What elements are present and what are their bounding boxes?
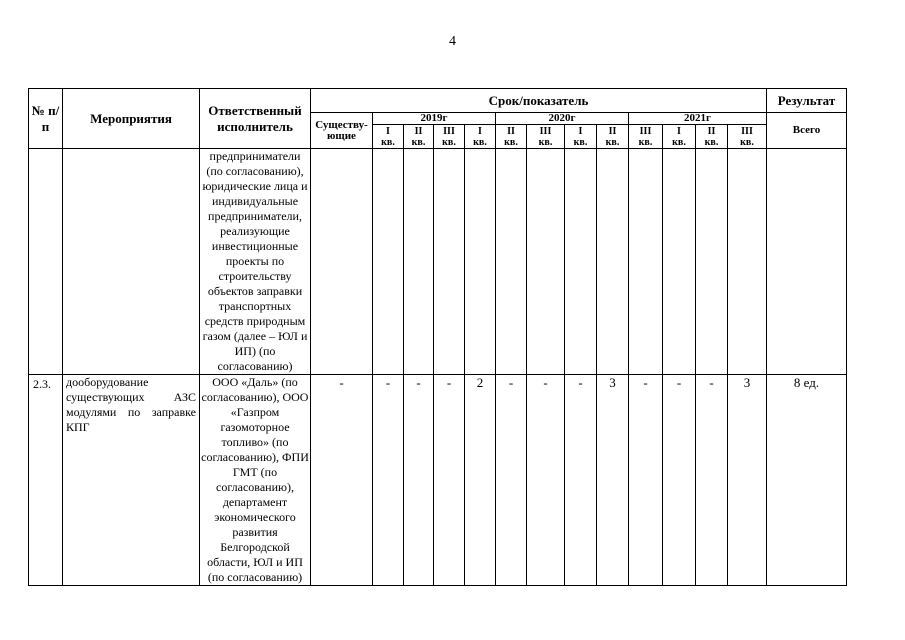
- header-year-2019: 2019г: [373, 113, 496, 125]
- row-value: [311, 149, 373, 375]
- header-quarter: [404, 125, 434, 149]
- quarter-kv: кв.: [381, 136, 395, 148]
- row-value: 2: [465, 375, 496, 586]
- row-value: -: [696, 375, 728, 586]
- table-row: [29, 149, 847, 375]
- row-value: [629, 149, 663, 375]
- quarter-roman: III: [539, 125, 552, 137]
- quarter-roman: III: [443, 125, 455, 137]
- row-value: [728, 149, 767, 375]
- quarter-kv: кв.: [672, 136, 686, 148]
- row-value: -: [663, 375, 696, 586]
- page-number: 4: [449, 34, 456, 49]
- row-value: [465, 149, 496, 375]
- quarter-roman: II: [414, 125, 423, 137]
- quarter-kv: кв.: [411, 136, 426, 148]
- row-value: [527, 149, 565, 375]
- header-quarter: [465, 125, 496, 149]
- header-year-2020: 2020г: [496, 113, 629, 125]
- row-action: [63, 149, 200, 375]
- quarter-kv: кв.: [704, 136, 719, 148]
- row-value: -: [434, 375, 465, 586]
- header-quarter: [728, 125, 767, 149]
- row-value: 3: [597, 375, 629, 586]
- row-total: 8 ед.: [767, 375, 847, 586]
- quarter-kv: кв.: [442, 136, 456, 148]
- row-value: [663, 149, 696, 375]
- header-quarter: [527, 125, 565, 149]
- header-quarter: [373, 125, 404, 149]
- header-existing: Существу-ющие: [311, 113, 373, 149]
- row-value: -: [404, 375, 434, 586]
- quarter-roman: I: [386, 125, 390, 137]
- header-action: Мероприятия: [63, 89, 200, 149]
- header-quarter: [696, 125, 728, 149]
- row-action: дооборудование существующих АЗС модулями по заправке КПГ: [63, 375, 200, 586]
- row-value: [496, 149, 527, 375]
- header-quarter: [663, 125, 696, 149]
- row-value: -: [373, 375, 404, 586]
- quarter-kv: кв.: [740, 136, 754, 148]
- row-responsible: ООО «Даль» (по согласованию), ООО «Газпром газомоторное топливо» (по согласованию), ФПИ ГМТ (по согласованию), департамент экономического развития Белгородской области, ЮЛ и ИП (по согласованию): [201, 375, 309, 584]
- row-value: [696, 149, 728, 375]
- quarter-roman: I: [677, 125, 681, 137]
- row-value: 3: [728, 375, 767, 586]
- header-result: Результат: [767, 89, 847, 113]
- row-value: -: [629, 375, 663, 586]
- header-quarter: [434, 125, 465, 149]
- table-row: [29, 375, 847, 586]
- row-total: [767, 149, 847, 375]
- quarter-kv: кв.: [573, 136, 588, 148]
- quarter-roman: II: [608, 125, 617, 137]
- header-quarter: [565, 125, 597, 149]
- header-responsible: Ответственный исполнитель: [200, 89, 311, 149]
- row-number: 2.3.: [29, 375, 63, 586]
- row-value: -: [527, 375, 565, 586]
- row-value: -: [565, 375, 597, 586]
- row-value: [404, 149, 434, 375]
- row-value: [434, 149, 465, 375]
- quarter-roman: II: [507, 125, 515, 137]
- quarter-kv: кв.: [504, 136, 518, 148]
- row-value: -: [311, 375, 373, 586]
- row-value: [565, 149, 597, 375]
- quarter-kv: кв.: [473, 136, 487, 148]
- row-responsible: предприниматели (по согласованию), юридические лица и индивидуальные предприниматели, реализующие инвестиционные проекты по строительству объектов заправки транспортных средств природным газом (далее – ЮЛ и ИП) (по согласованию): [200, 149, 311, 375]
- header-quarter: [496, 125, 527, 149]
- quarter-roman: III: [639, 125, 652, 137]
- row-number: [29, 149, 63, 375]
- row-value: [597, 149, 629, 375]
- row-value: [373, 149, 404, 375]
- header-num: № п/п: [29, 89, 63, 149]
- header-period: Срок/показатель: [311, 89, 767, 113]
- quarter-roman: III: [741, 125, 753, 137]
- header-year-2021: 2021г: [629, 113, 767, 125]
- header-total: Всего: [767, 113, 847, 149]
- row-value: -: [496, 375, 527, 586]
- quarter-kv: кв.: [538, 136, 553, 148]
- quarter-kv: кв.: [605, 136, 620, 148]
- plan-table: [28, 88, 847, 586]
- quarter-roman: I: [478, 125, 482, 137]
- quarter-roman: II: [707, 125, 716, 137]
- quarter-roman: I: [578, 125, 583, 137]
- quarter-kv: кв.: [638, 136, 653, 148]
- header-quarter: [597, 125, 629, 149]
- header-quarter: [629, 125, 663, 149]
